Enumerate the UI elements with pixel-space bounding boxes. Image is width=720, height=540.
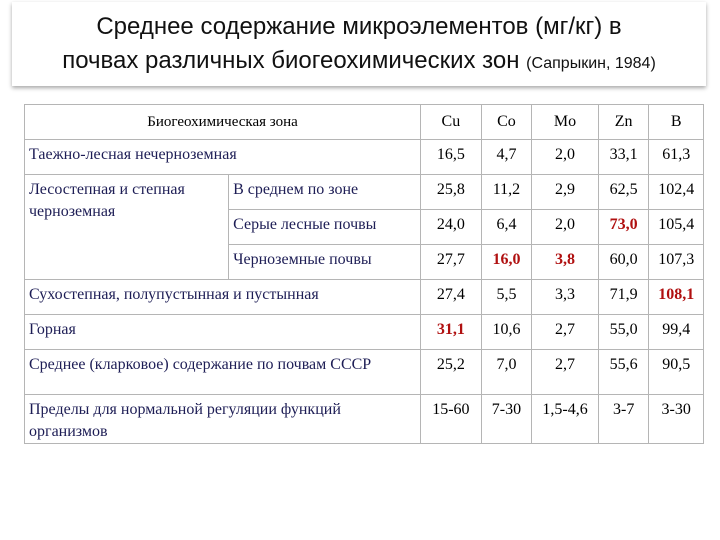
value-zn: 55,6 (598, 350, 649, 395)
zone-name: Сухостепная, полупустынная и пустынная (25, 280, 421, 315)
value-b: 102,4 (649, 175, 704, 210)
table-row (25, 175, 704, 210)
value-co: 16,0 (481, 245, 532, 280)
value-mo: 2,0 (532, 140, 599, 175)
table-row (25, 315, 704, 350)
subzone-name: В среднем по зоне (229, 175, 421, 210)
title-line-2 (12, 44, 706, 81)
value-co: 5,5 (481, 280, 532, 315)
value-zn: 62,5 (598, 175, 649, 210)
zone-name: Пределы для нормальной регуляции функций организмов (25, 395, 421, 444)
value-b: 105,4 (649, 210, 704, 245)
value-co: 11,2 (481, 175, 532, 210)
value-b: 99,4 (649, 315, 704, 350)
value-co: 7-30 (481, 395, 532, 444)
value-b: 90,5 (649, 350, 704, 395)
value-mo: 2,9 (532, 175, 599, 210)
value-cu: 25,2 (421, 350, 482, 395)
title-box (12, 2, 706, 86)
header-mo: Mo (532, 105, 599, 140)
header-co: Co (481, 105, 532, 140)
table-row (25, 280, 704, 315)
value-b: 61,3 (649, 140, 704, 175)
value-zn: 55,0 (598, 315, 649, 350)
header-cu: Cu (421, 105, 482, 140)
title-source: (Сапрыкин, 1984) (526, 55, 656, 72)
value-mo: 2,0 (532, 210, 599, 245)
title-line-1: Среднее содержание микроэлементов (мг/кг) в (96, 13, 622, 40)
value-co: 6,4 (481, 210, 532, 245)
subzone-name: Серые лесные почвы (229, 210, 421, 245)
value-cu: 25,8 (421, 175, 482, 210)
value-b: 107,3 (649, 245, 704, 280)
value-zn: 71,9 (598, 280, 649, 315)
microelements-table (24, 104, 704, 444)
table-header-row (25, 105, 704, 140)
title-line-2-text: почвах различных биогеохимических зон (62, 47, 520, 74)
value-mo: 3,8 (532, 245, 599, 280)
header-zone: Биогеохимическая зона (25, 105, 421, 140)
subzone-name: Черноземные почвы (229, 245, 421, 280)
value-co: 7,0 (481, 350, 532, 395)
table-row (25, 395, 704, 444)
value-zn: 33,1 (598, 140, 649, 175)
value-cu: 27,7 (421, 245, 482, 280)
table-row (25, 140, 704, 175)
value-zn: 3-7 (598, 395, 649, 444)
slide-title (12, 10, 706, 81)
table-row (25, 350, 704, 395)
value-mo: 1,5-4,6 (532, 395, 599, 444)
value-mo: 2,7 (532, 315, 599, 350)
zone-name: Среднее (кларковое) содержание по почвам СССР (25, 350, 421, 395)
value-b: 108,1 (649, 280, 704, 315)
zone-name: Горная (25, 315, 421, 350)
header-b: B (649, 105, 704, 140)
value-mo: 3,3 (532, 280, 599, 315)
zone-name: Таежно-лесная нечерноземная (25, 140, 421, 175)
value-cu: 27,4 (421, 280, 482, 315)
value-co: 4,7 (481, 140, 532, 175)
value-cu: 24,0 (421, 210, 482, 245)
zone-name: Лесостепная и степная черноземная (25, 175, 229, 280)
header-zn: Zn (598, 105, 649, 140)
value-b: 3-30 (649, 395, 704, 444)
value-cu: 15-60 (421, 395, 482, 444)
value-co: 10,6 (481, 315, 532, 350)
value-mo: 2,7 (532, 350, 599, 395)
value-zn: 60,0 (598, 245, 649, 280)
value-zn: 73,0 (598, 210, 649, 245)
value-cu: 16,5 (421, 140, 482, 175)
value-cu: 31,1 (421, 315, 482, 350)
